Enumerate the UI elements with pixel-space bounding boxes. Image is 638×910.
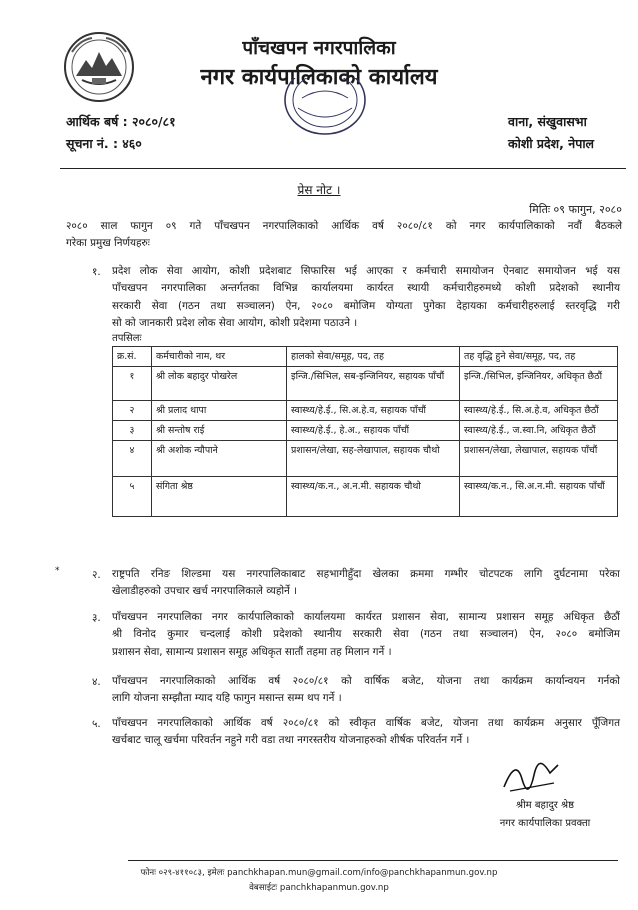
cell-upgraded: स्वास्थ्य/हे.ई., ज.स्वा.नि, अधिकृत छैठौं [460,421,618,441]
col-header-serial: क्र.सं. [113,347,152,367]
decision-line: खेलाडीहरुको उपचार खर्च नगरपालिकाले व्यहोर्ने । [112,585,298,598]
address-line-2: कोशी प्रदेश, नेपाल [508,136,595,151]
intro-line: गरेका प्रमुख निर्णयहरुः [66,237,150,250]
cell-current: स्वास्थ्य/हे.ई., हे.अ., सहायक पाँचौं [287,421,460,441]
decision-number: ५. [92,718,101,730]
decision-number: ३. [92,612,101,624]
table-header-row [113,347,618,367]
decision-line: लागि योजना सम्झौता म्याद यहि फागुन मसान्त सम्म थप गर्ने । [112,692,342,705]
decision-line: राष्ट्रपति रनिङ शिल्डमा यस नगरपालिकाबाट सहभागीहुँदा खेलका क्रममा गम्भीर चोटपटक लागि दुर्घटनामा परेका [112,568,620,580]
fiscal-year: आर्थिक बर्ष : २०८०/८१ [66,114,176,129]
decision-line: सरकारी सेवा (गठन तथा सञ्चालन) ऐन, २०८० बमोजिम योग्यता पुगेका देहायका कर्मचारीहरुलाई स्तरवृद्धि गरी [112,299,620,312]
cell-serial: ३ [113,421,152,441]
intro-paragraph [66,218,622,253]
press-note-title: प्रेस नोट । [297,183,341,197]
cell-upgraded: इन्जि./सिभिल, इन्जिनियर, अधिकृत छैठौं [460,367,618,401]
decision-1-text [112,263,620,333]
table-row [113,421,618,441]
cell-name: श्री अशोक न्यौपाने [152,441,287,477]
table-row [113,477,618,517]
footer-divider [128,860,618,861]
cell-current: स्वास्थ्य/क.न., अ.न.मी. सहायक चौथो [287,477,460,517]
signatory-name: श्रीम बहादुर श्रेष्ठ [516,800,574,811]
decision-line: खर्चबाट चालू खर्चमा परिवर्तन नहुने गरी वडा तथा नगरस्तरीय योजनाहरुको शीर्षक परिवर्तन गर्ने । [112,734,470,747]
col-header-name: कर्मचारीको नाम, थर [152,347,287,367]
cell-upgraded: स्वास्थ्य/क.न., सि.अ.न.मी. सहायक पाँचौं [460,477,618,517]
notice-number: सूचना नं. : ४६० [66,136,142,151]
cell-name: श्री प्रलाद थापा [152,401,287,421]
decision-line: प्रदेश लोक सेवा आयोग, कोशी प्रदेशबाट सिफारिस भई आएका र कर्मचारी समायोजन ऐनबाट समायोजन भई यस [112,265,620,277]
cell-name: संगिता श्रेष्ठ [152,477,287,517]
office-seal-stamp [270,78,380,140]
details-label: तपसिलः [112,333,142,344]
cell-current: स्वास्थ्य/हे.ई., सि.अ.हे.व, सहायक पाँचौं [287,401,460,421]
cell-serial: १ [113,367,152,401]
decision-4-text [112,673,620,708]
col-header-current: हालको सेवा/समूह, पद, तह [287,347,460,367]
decision-line: श्री विनोद कुमार चन्दलाई कोशी प्रदेशको स्थानीय सरकारी सेवा (गठन तथा सञ्चालन) ऐन, २०८० बमोजिम [112,628,620,641]
decision-number: ४. [92,676,101,688]
decision-line: पाँचखपन नगरपालिकाको आर्थिक वर्ष २०८०/८१ को स्वीकृत वार्षिक बजेट, योजना तथा कार्यक्रम अनुसार पूँजिगत [112,717,620,729]
cell-serial: ५ [113,477,152,517]
signatory-designation: नगर कार्यपालिका प्रवक्ता [499,818,591,829]
footer-website: वेबसाईटः panchkhapanmun.gov.np [249,883,389,893]
decision-2-text [112,566,620,601]
intro-line: २०८० साल फागुन ०९ गते पाँचखपन नगरपालिकाको आर्थिक वर्ष २०८०/८१ को नगर कार्यपालिकाको नवौं बैठकले [66,220,622,232]
table-row [113,441,618,477]
footer-contact: फोनः ०२९-४११०८३, इमेलः panchkhapan.mun@gmail.com/info@panchkhapanmun.gov.np [140,868,498,878]
notice-date: मितिः ०९ फागुन, २०८० [529,203,622,216]
decision-line: पाँचखपन नगरपालिकाको आर्थिक वर्ष २०८०/८१ को वार्षिक बजेट, योजना तथा कार्यक्रम कार्यान्वयन गर्नको [112,675,620,687]
cell-serial: २ [113,401,152,421]
cell-serial: ४ [113,441,152,477]
decision-line: सो को जानकारी प्रदेश लोक सेवा आयोग, कोशी प्रदेशमा पठाउने । [112,317,358,330]
decision-line: पाँचखपन नगरपालिका अन्तर्गतका विभिन्न कार्यालयमा कार्यरत स्थायी कर्मचारीहरुमध्ये कोशी प्रदेशको स्थानीय [112,282,620,295]
cell-upgraded: प्रशासन/लेखा, लेखापाल, सहायक पाँचौं [460,441,618,477]
decision-number: २. [92,569,101,581]
header-divider [60,168,626,169]
decision-5-text [112,715,620,750]
office-name: नगर कार्यपालिकाको कार्यालय [200,65,438,90]
decision-line: पाँचखपन नगरपालिका नगर कार्यपालिकाको कार्यालयमा कार्यरत प्रशासन सेवा, सामान्य प्रशासन समूह अधिकृत छैठौं [112,611,620,623]
cell-current: इन्जि./सिभिल, सब-इन्जिनियर, सहायक पाँचौं [287,367,460,401]
margin-mark: * [55,566,60,576]
cell-name: श्री सन्तोष राई [152,421,287,441]
decision-number: १. [92,266,101,278]
cell-upgraded: स्वास्थ्य/हे.ई., सि.अ.हे.व, अधिकृत छैठौं [460,401,618,421]
table-row [113,367,618,401]
staff-upgrade-table [112,346,618,517]
municipality-name: पाँचखपन नगरपालिका [242,37,396,59]
address-line-1: वाना, संखुवासभा [508,114,587,129]
table-row [113,401,618,421]
col-header-upgraded: तह वृद्धि हुने सेवा/समूह, पद, तह [460,347,618,367]
handwritten-signature [500,757,562,797]
decision-3-text [112,609,620,661]
cell-current: प्रशासन/लेखा, सह-लेखापाल, सहायक चौथो [287,441,460,477]
cell-name: श्री लोक बहादुर पोखरेल [152,367,287,401]
decision-line: प्रशासन सेवा, सामान्य प्रशासन समूह अधिकृत सातौं तहमा तह मिलान गर्ने । [112,645,392,658]
